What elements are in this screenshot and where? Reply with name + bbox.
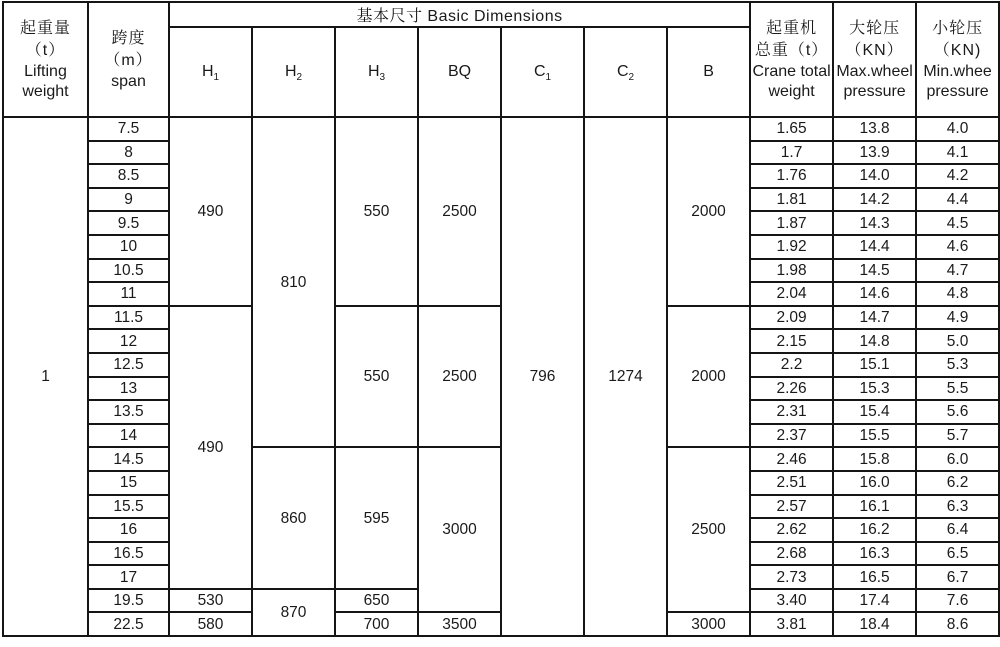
header-max-wheel-pressure-zh: 大轮压 [849,19,901,37]
crane-total-weight-cell: 2.31 [750,400,833,424]
span-value-cell: 19.5 [88,589,169,613]
crane-dimensions-table [2,1,1000,637]
lifting-weight-value-cell: 1 [3,117,88,636]
min-wheel-pressure-cell: 5.7 [916,424,999,448]
min-wheel-pressure-cell: 6.7 [916,565,999,589]
dim-value-cell-H2: 810 [252,117,335,447]
crane-total-weight-cell: 2.04 [750,282,833,306]
min-wheel-pressure-cell: 5.3 [916,353,999,377]
header-dim-BQ [418,27,501,117]
span-value-cell: 12 [88,329,169,353]
header-dim-B [667,27,750,117]
header-dim-subscript: 2 [296,72,303,84]
max-wheel-pressure-cell: 13.8 [833,117,916,141]
header-dim-H2 [252,27,335,117]
header-dim-label: H [284,63,297,80]
span-value-cell: 8 [88,141,169,165]
header-span-en: span [111,72,146,90]
crane-total-weight-cell: 2.51 [750,471,833,495]
crane-total-weight-cell: 2.2 [750,353,833,377]
span-value-cell: 22.5 [88,612,169,636]
header-dim-label: BQ [447,63,472,80]
min-wheel-pressure-cell: 4.8 [916,282,999,306]
span-value-cell: 7.5 [88,117,169,141]
span-value-cell: 13.5 [88,400,169,424]
header-dim-label: H [367,63,380,80]
max-wheel-pressure-cell: 16.1 [833,495,916,519]
dim-value-cell-C1: 796 [501,117,584,636]
crane-total-weight-cell: 3.81 [750,612,833,636]
min-wheel-pressure-cell: 6.4 [916,518,999,542]
header-crane-total-weight-en2: weight [768,82,815,100]
header-dim-C2 [584,27,667,117]
header-dim-H1 [169,27,252,117]
dim-value-cell-H2: 860 [252,447,335,589]
min-wheel-pressure-cell: 6.3 [916,495,999,519]
dim-value-cell-BQ: 3500 [418,612,501,636]
header-min-wheel-pressure-en2: pressure [926,82,989,100]
dim-value-cell-H3: 700 [335,612,418,636]
crane-total-weight-cell: 2.46 [750,447,833,471]
min-wheel-pressure-cell: 8.6 [916,612,999,636]
header-dim-subscript: 3 [379,72,386,84]
header-basic-dimensions [169,2,750,27]
max-wheel-pressure-cell: 16.5 [833,565,916,589]
max-wheel-pressure-cell: 15.1 [833,353,916,377]
max-wheel-pressure-cell: 14.2 [833,188,916,212]
span-value-cell: 10 [88,235,169,259]
span-value-cell: 16 [88,518,169,542]
max-wheel-pressure-cell: 15.3 [833,377,916,401]
span-value-cell: 15 [88,471,169,495]
header-max-wheel-pressure [833,2,916,117]
crane-total-weight-cell: 2.68 [750,542,833,566]
header-crane-total-weight-en1: Crane total [752,62,831,80]
max-wheel-pressure-cell: 17.4 [833,589,916,613]
crane-total-weight-cell: 1.65 [750,117,833,141]
dim-value-cell-B: 3000 [667,612,750,636]
dim-value-cell-H2: 870 [252,589,335,636]
crane-total-weight-cell: 2.62 [750,518,833,542]
header-dim-label: C [533,63,546,80]
min-wheel-pressure-cell: 4.7 [916,259,999,283]
max-wheel-pressure-cell: 14.3 [833,211,916,235]
header-dim-subscript: 2 [628,72,635,84]
span-value-cell: 17 [88,565,169,589]
header-lifting-weight-zh: 起重量 [19,19,71,37]
header-dim-label: C [616,63,629,80]
crane-total-weight-cell: 2.57 [750,495,833,519]
crane-total-weight-cell: 1.92 [750,235,833,259]
span-value-cell: 11 [88,282,169,306]
crane-total-weight-cell: 1.7 [750,141,833,165]
min-wheel-pressure-cell: 4.4 [916,188,999,212]
header-dim-subscript: 1 [545,72,552,84]
min-wheel-pressure-cell: 4.6 [916,235,999,259]
min-wheel-pressure-cell: 7.6 [916,589,999,613]
max-wheel-pressure-cell: 14.0 [833,164,916,188]
span-value-cell: 14.5 [88,447,169,471]
header-span-unit: （m） [104,51,153,69]
max-wheel-pressure-cell: 14.5 [833,259,916,283]
span-value-cell: 16.5 [88,542,169,566]
header-max-wheel-pressure-en1: Max.wheel [836,62,913,80]
crane-total-weight-cell: 1.87 [750,211,833,235]
header-dim-C1 [501,27,584,117]
min-wheel-pressure-cell: 6.0 [916,447,999,471]
crane-total-weight-cell: 1.98 [750,259,833,283]
min-wheel-pressure-cell: 5.6 [916,400,999,424]
min-wheel-pressure-cell: 4.5 [916,211,999,235]
min-wheel-pressure-cell: 5.0 [916,329,999,353]
dim-value-cell-H3: 650 [335,589,418,613]
crane-total-weight-cell: 2.09 [750,306,833,330]
min-wheel-pressure-cell: 4.0 [916,117,999,141]
dim-value-cell-H1: 530 [169,589,252,613]
dim-value-cell-H1: 490 [169,117,252,306]
header-lifting-weight [3,2,88,117]
header-row-top [3,2,999,27]
crane-total-weight-cell: 1.81 [750,188,833,212]
max-wheel-pressure-cell: 14.8 [833,329,916,353]
max-wheel-pressure-cell: 14.7 [833,306,916,330]
dim-value-cell-H1: 580 [169,612,252,636]
dim-value-cell-H3: 550 [335,117,418,306]
max-wheel-pressure-cell: 16.0 [833,471,916,495]
header-crane-total-weight-zh1: 起重机 [766,19,818,37]
header-dim-label: B [703,63,714,80]
span-value-cell: 13 [88,377,169,401]
header-span [88,2,169,117]
header-dim-label: H [201,63,214,80]
crane-total-weight-cell: 1.76 [750,164,833,188]
dim-value-cell-BQ: 2500 [418,117,501,306]
min-wheel-pressure-cell: 4.1 [916,141,999,165]
dim-value-cell-B: 2000 [667,306,750,448]
span-value-cell: 8.5 [88,164,169,188]
span-value-cell: 15.5 [88,495,169,519]
header-basic-dimensions-label: 基本尺寸 Basic Dimensions [356,8,563,25]
min-wheel-pressure-cell: 6.2 [916,471,999,495]
header-min-wheel-pressure-zh: 小轮压 [932,19,984,37]
span-value-cell: 12.5 [88,353,169,377]
max-wheel-pressure-cell: 14.4 [833,235,916,259]
min-wheel-pressure-cell: 5.5 [916,377,999,401]
crane-total-weight-cell: 3.40 [750,589,833,613]
span-value-cell: 9 [88,188,169,212]
header-dim-H3 [335,27,418,117]
dim-value-cell-B: 2500 [667,447,750,612]
header-crane-total-weight-zh2: 总重（t） [754,41,829,59]
crane-total-weight-cell: 2.73 [750,565,833,589]
span-value-cell: 11.5 [88,306,169,330]
span-value-cell: 14 [88,424,169,448]
max-wheel-pressure-cell: 13.9 [833,141,916,165]
crane-total-weight-cell: 2.37 [750,424,833,448]
dim-value-cell-C2: 1274 [584,117,667,636]
min-wheel-pressure-cell: 6.5 [916,542,999,566]
header-span-zh: 跨度 [111,29,146,47]
header-dim-subscript: 1 [213,72,220,84]
max-wheel-pressure-cell: 14.6 [833,282,916,306]
min-wheel-pressure-cell: 4.9 [916,306,999,330]
header-lifting-weight-en2: weight [22,82,69,100]
span-value-cell: 10.5 [88,259,169,283]
header-max-wheel-pressure-unit: （KN） [845,41,904,59]
dim-value-cell-H3: 595 [335,447,418,589]
crane-total-weight-cell: 2.15 [750,329,833,353]
dim-value-cell-H1: 490 [169,306,252,589]
header-min-wheel-pressure-en1: Min.whee [923,62,992,80]
header-crane-total-weight [750,2,833,117]
table-row [3,117,999,141]
dim-value-cell-B: 2000 [667,117,750,306]
max-wheel-pressure-cell: 16.2 [833,518,916,542]
dim-value-cell-BQ: 2500 [418,306,501,448]
crane-total-weight-cell: 2.26 [750,377,833,401]
dim-value-cell-H3: 550 [335,306,418,448]
dim-value-cell-BQ: 3000 [418,447,501,612]
max-wheel-pressure-cell: 18.4 [833,612,916,636]
header-lifting-weight-unit: （t） [25,41,66,59]
max-wheel-pressure-cell: 16.3 [833,542,916,566]
min-wheel-pressure-cell: 4.2 [916,164,999,188]
max-wheel-pressure-cell: 15.4 [833,400,916,424]
header-min-wheel-pressure [916,2,999,117]
header-lifting-weight-en1: Lifting [24,62,67,80]
header-min-wheel-pressure-unit: （KN) [933,41,982,59]
header-max-wheel-pressure-en2: pressure [843,82,906,100]
max-wheel-pressure-cell: 15.8 [833,447,916,471]
span-value-cell: 9.5 [88,211,169,235]
max-wheel-pressure-cell: 15.5 [833,424,916,448]
